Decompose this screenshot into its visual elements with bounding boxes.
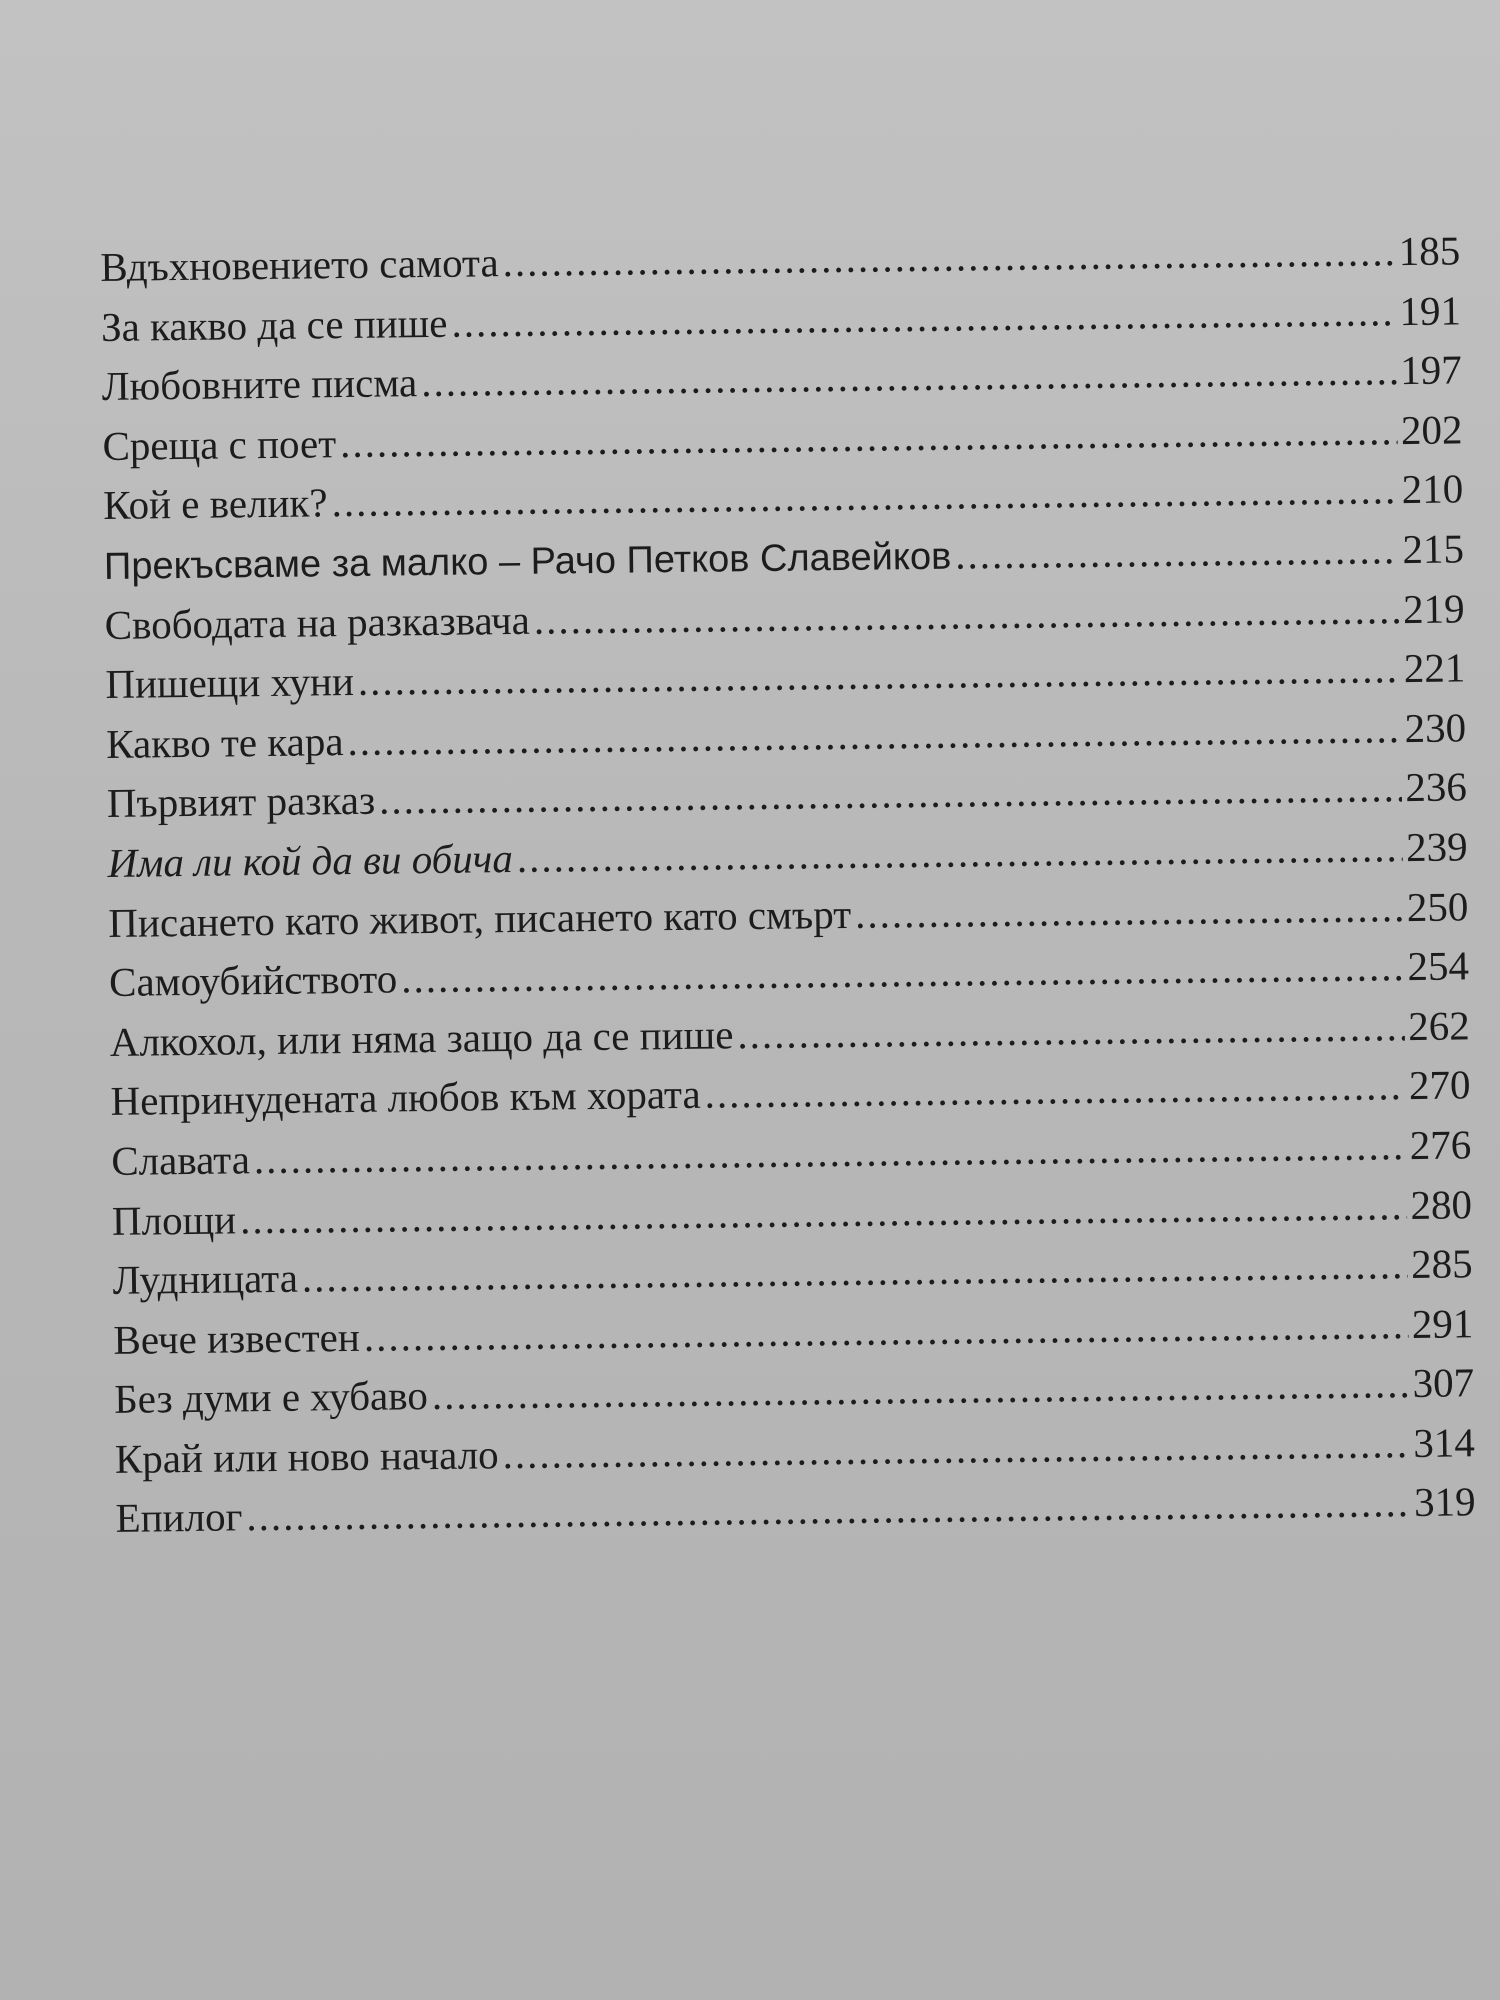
toc-entry-page: 270 [1408,1061,1471,1109]
toc-entry-title: Алкохол, или няма защо да се пише [109,1011,734,1065]
toc-entry-title: Вече известен [113,1313,361,1363]
toc-dot-leader [502,1414,1409,1485]
toc-entry-page: 230 [1404,704,1467,751]
toc-entry-title: Какво те кара [105,717,344,767]
toc-entry-title: Любовните писма [101,359,418,410]
toc-entry-page: 239 [1405,823,1468,871]
toc-entry-title: Вдъхновението самота [100,239,499,290]
toc-entry-page: 250 [1406,882,1469,930]
toc-entry-page: 314 [1413,1419,1476,1466]
toc-entry-title: Непринудената любов към хората [110,1071,701,1125]
table-of-contents [100,221,1476,1549]
toc-entry-page: 210 [1401,465,1464,513]
toc-dot-leader [502,222,1395,292]
toc-entry-title: Среща с поет [102,419,337,469]
toc-entry-title: Писането като живот, писането като смърт [108,890,852,946]
toc-entry-title: Епилог [115,1493,243,1542]
toc-entry-page: 219 [1402,584,1465,632]
toc-entry-page: 221 [1403,644,1466,692]
toc-entry-title: Кой е велик? [102,479,328,529]
toc-dot-leader [855,878,1403,944]
toc-dot-leader [516,818,1402,888]
toc-entry-page: 185 [1398,227,1461,275]
toc-dot-leader [533,580,1399,650]
toc-entry-page: 291 [1411,1299,1474,1347]
toc-entry-title: Самоубийството [108,955,398,1006]
toc-entry-title: Пишещи хуни [105,658,355,708]
toc-entry-title: Прекъсваме за малко – Рачо Петков Славейков [103,535,952,588]
toc-entry-title: Без думи е хубаво [113,1372,429,1423]
toc-entry-page: 307 [1412,1359,1475,1407]
toc-entry-page: 191 [1399,286,1462,334]
toc-entry-title: Лудницата [112,1254,299,1304]
toc-entry-page: 236 [1405,763,1468,811]
toc-entry-page: 276 [1409,1121,1472,1168]
toc-entry-title: Първият разказ [106,777,376,827]
toc-entry-page: 254 [1407,942,1470,990]
toc-entry-title: За какво да се пише [100,299,448,350]
toc-entry-title: Има ли кой да ви обича [107,834,514,886]
toc-dot-leader [955,520,1399,585]
toc-entry-page: 215 [1402,525,1465,573]
toc-entry-page: 197 [1399,346,1462,394]
toc-entry-page: 285 [1410,1240,1473,1288]
toc-entry-page: 280 [1410,1180,1473,1228]
toc-entry-title: Площи [111,1195,237,1244]
toc-entry-title: Край или ново начало [114,1431,499,1482]
toc-dot-leader [704,1056,1405,1124]
toc-entry-page: 262 [1407,1002,1470,1049]
toc-entry-page: 202 [1400,406,1463,453]
toc-entry-title: Свободата на разказвача [104,596,531,648]
toc-entry-title: Славата [110,1136,251,1184]
toc-entry-page: 319 [1413,1478,1476,1526]
toc-dot-leader [737,997,1405,1065]
